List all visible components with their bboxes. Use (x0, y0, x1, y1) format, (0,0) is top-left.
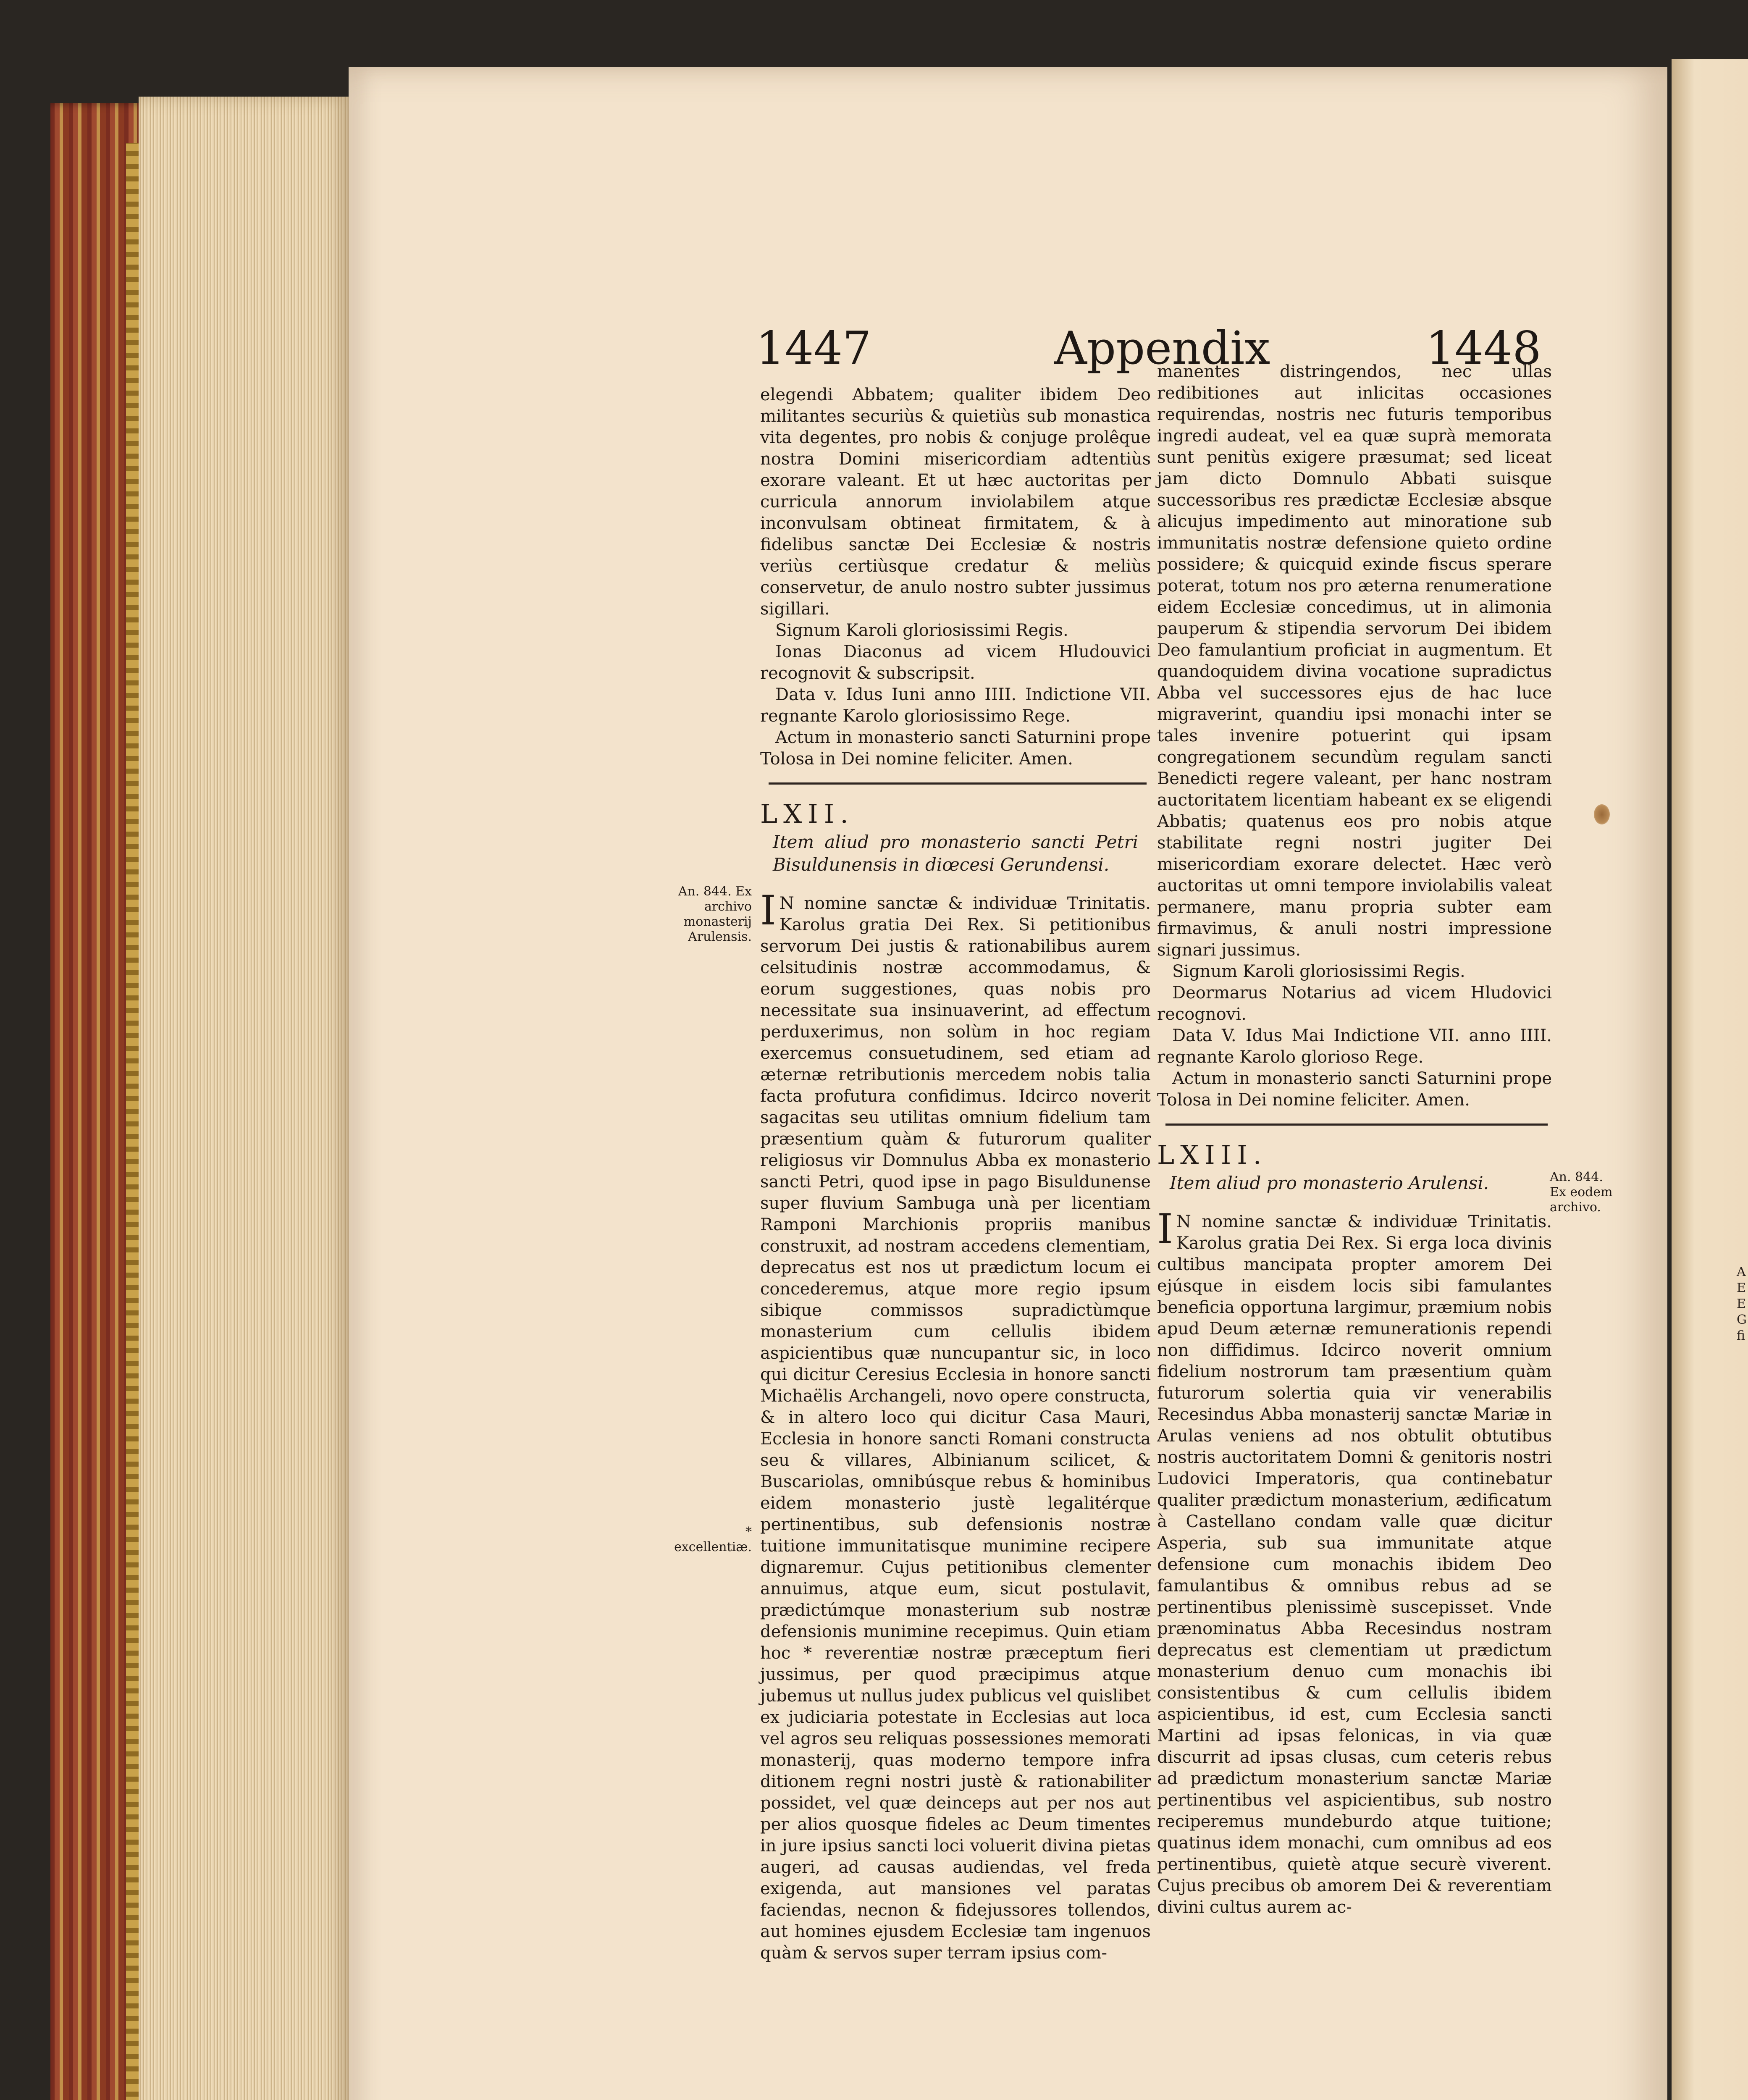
date-line: Data v. Idus Iuni anno IIII. Indictione VII. regnante Karolo gloriosissimo Rege. (760, 685, 1151, 726)
margin-note-variant: * excellentiæ. (674, 1525, 752, 1554)
page-number-right: 1448 (1426, 322, 1541, 375)
paper-stain (1594, 804, 1610, 824)
document-heading: Item aliud pro monasterio Arulensi. (1170, 1173, 1489, 1193)
document-heading: Item aliud pro monasterio sancti Petri Bisuldunensis in diœcesi Gerundensi. (773, 832, 1138, 875)
gilt-spine-strip (126, 143, 139, 2100)
right-column (1157, 361, 1552, 1918)
recognition-line: Deormarus Notarius ad vicem Hludovici recognovi. (1157, 983, 1552, 1024)
signature-line: Signum Karoli gloriosissimi Regis. (1172, 962, 1465, 981)
facing-page-fragment: A E E G fi (1737, 1265, 1747, 1343)
document-body: IN nomine sanctæ & individuæ Trinitatis. Karolus gratia Dei Rex. Si petitionibus servorum Dei justis & rationabilibus aurem celsitudinis nostræ accommodamus, & eorum suggestiones, quas nobis pro necessitate sua insinuaverint, ad effectum perduxerimus, non solùm in hoc regiam exercemus consuetudinem, sed etiam ad æternæ retributionis mercedem nobis talia facta profutura confidimus. Idcirco noverit sagacitas seu utilitas omnium fidelium tam præsentium quàm & futurorum qualiter religiosus vir Domnulus Abba ex monasterio sancti Petri, quod ipse in pago Bisuldunense super fluvium Sambuga unà per licentiam Ramponi Marchionis propriis manibus construxit, ad nostram accedens clementiam, deprecatus est nos ut prædictum locum ei concederemus, atque more regio ipsum sibique commissos supradictùmque monasterium cum cellulis ibidem aspicientibus quæ nuncupantur sic, in loco qui dicitur Ceresius Ecclesia in honore sancti Michaëlis Archangeli, novo opere constructa, & in altero loco qui dicitur Casa Mauri, Ecclesia in honore sancti Romani constructa seu & villares, Albinianum scilicet, & Buscariolas, omnibúsque rebus & hominibus eidem monasterio justè legalitérque pertinentibus, sub defensionis nostræ tuitione immunitatisque munimine recipere dignaremur. Cujus petitionibus clementer annuimus, atque eum, sicut postulavit, prædictúmque monasterium sub nostræ defensionis munimine recepimus. Quin etiam hoc * reverentiæ nostræ præceptum fieri jussimus, per quod præcipimus atque jubemus ut nullus judex publicus vel quislibet ex judiciaria potestate in Ecclesias aut loca vel agros seu reliquas possessiones memorati monasterij, quas moderno tempore infra ditionem regni nostri justè & rationabiliter possidet, vel quæ deinceps aut per nos aut per alios quosque fideles ac Deum timentes in jure ipsius sancti loci voluerit divina pietas augeri, ad causas audiendas, vel freda exigenda, aut mansiones vel paratas faciendas, necnon & fidejussores tollendos, aut homines ejusdem Ecclesiæ tam ingenuos quàm & servos super terram ipsius com- (760, 887, 1151, 1963)
date-line: Data V. Idus Mai Indictione VII. anno IIII. regnante Karolo glorioso Rege. (1157, 1026, 1552, 1067)
actum-line: Actum in monasterio sancti Saturnini prope Tolosa in Dei nomine feliciter. Amen. (1157, 1069, 1552, 1110)
signature-line: Signum Karoli gloriosissimi Regis. (775, 621, 1068, 640)
document-number: LXII. (760, 798, 855, 829)
actum-line: Actum in monasterio sancti Saturnini prope Tolosa in Dei nomine feliciter. Amen. (760, 728, 1151, 769)
page-number-left: 1447 (756, 322, 871, 375)
continuation-paragraph: manentes distringendos, nec ullas redibitiones aut inlicitas occasiones requirendas, nostris nec futuris temporibus ingredi audeat, vel ea quæ suprà memorata sunt penitùs exigere præsumat; sed liceat jam dicto Domnulo Abbati suisque successoribus res prædictæ Ecclesiæ absque alicujus impedimento aut minoratione sub immunitatis nostræ defensione quieto ordine possidere; & quicquid exinde fiscus sperare poterat, totum nos pro æterna renumeratione eidem Ecclesiæ concedimus, ut in alimonia pauperum & stipendia servorum Dei ibidem Deo famulantium proficiat in augmentum. Et quandoquidem divina vocatione supradictus Abba vel successores ejus de hac luce migraverint, quandiu ipsi monachi inter se tales invenire potuerint qui ipsam congregationem secundùm regulam sancti Benedicti regere valeant, per hanc nostram auctoritatem licentiam habeant ex se eligendi Abbatis; quatenus eos pro nobis atque stabilitate regni nostri jugiter Dei misericordiam exorare delectet. Hæc verò auctoritas ut omni tempore inviolabilis valeat permanere, manu propria subter eam firmavimus, & anuli nostri impressione signari jussimus. (1157, 362, 1552, 960)
page-block-edge (139, 97, 349, 2100)
document-body: IN nomine sanctæ & individuæ Trinitatis. Karolus gratia Dei Rex. Si erga loca divinis cultibus mancipata propter amorem Dei ejúsque in eisdem locis sibi famulantes beneficia opportuna largimur, præmium nobis apud Deum æternæ remunerationis rependi non diffidimus. Idcirco noverit omnium fidelium nostrorum tam præsentium quàm futurorum solertia quia vir venerabilis Recesindus Abba monasterij sanctæ Mariæ in Arulas veniens ad nos obtulit obtutibus nostris auctoritatem Domni & genitoris nostri Ludovici Imperatoris, qua continebatur qualiter prædictum monasterium, ædificatum à Castellano condam valle quæ dicitur Asperia, sub sua immunitate atque defensione cum monachis ibidem Deo famulantibus & omnibus rebus ad se pertinentibus plenissimè suscepisset. Vnde prænominatus Abba Recesindus nostram deprecatus est clementiam ut prædictum monasterium denuo cum monachis ibi consistentibus & cum cellulis ibidem aspicientibus, id est, cum Ecclesia sancti Martini ad ipsas felonicas, in via quæ discurrit ad ipsas clusas, cum ceteris rebus ad prædictum monasterium sanctæ Mariæ pertinentibus vel aspicientibus, sub nostro reciperemus mundeburdo atque tuitione; quatinus idem monachi, cum omnibus ad eos pertinentibus, quietè atque securè viverent. Cujus precibus ob amorem Dei & reverentiam divini cultus aurem ac- (1157, 1205, 1552, 1917)
margin-note-source-right: An. 844. Ex eodem archivo. (1550, 1170, 1613, 1215)
facing-page-edge (1672, 59, 1748, 2100)
left-column (760, 384, 1151, 1964)
continuation-paragraph: elegendi Abbatem; qualiter ibidem Deo militantes securiùs & quietiùs sub monastica vita degentes, pro nobis & conjuge prolêque nostra Domini misericordiam adtentiùs exorare valeant. Et ut hæc auctoritas per curricula annorum inviolabilem atque inconvulsam obtineat firmitatem, & à fidelibus sanctæ Dei Ecclesiæ & nostris veriùs certiùsque credatur & meliùs conservetur, de anulo nostro subter jussimus sigillari. (760, 385, 1151, 619)
margin-note-source: An. 844. Ex archivo monasterij Arulensis. (678, 884, 752, 944)
section-rule (769, 782, 1147, 785)
document-number: LXIII. (1157, 1139, 1268, 1170)
running-title: Appendix (1054, 322, 1270, 375)
section-rule (1165, 1124, 1548, 1126)
recognition-line: Ionas Diaconus ad vicem Hludouvici recognovit & subscripsit. (760, 642, 1151, 683)
